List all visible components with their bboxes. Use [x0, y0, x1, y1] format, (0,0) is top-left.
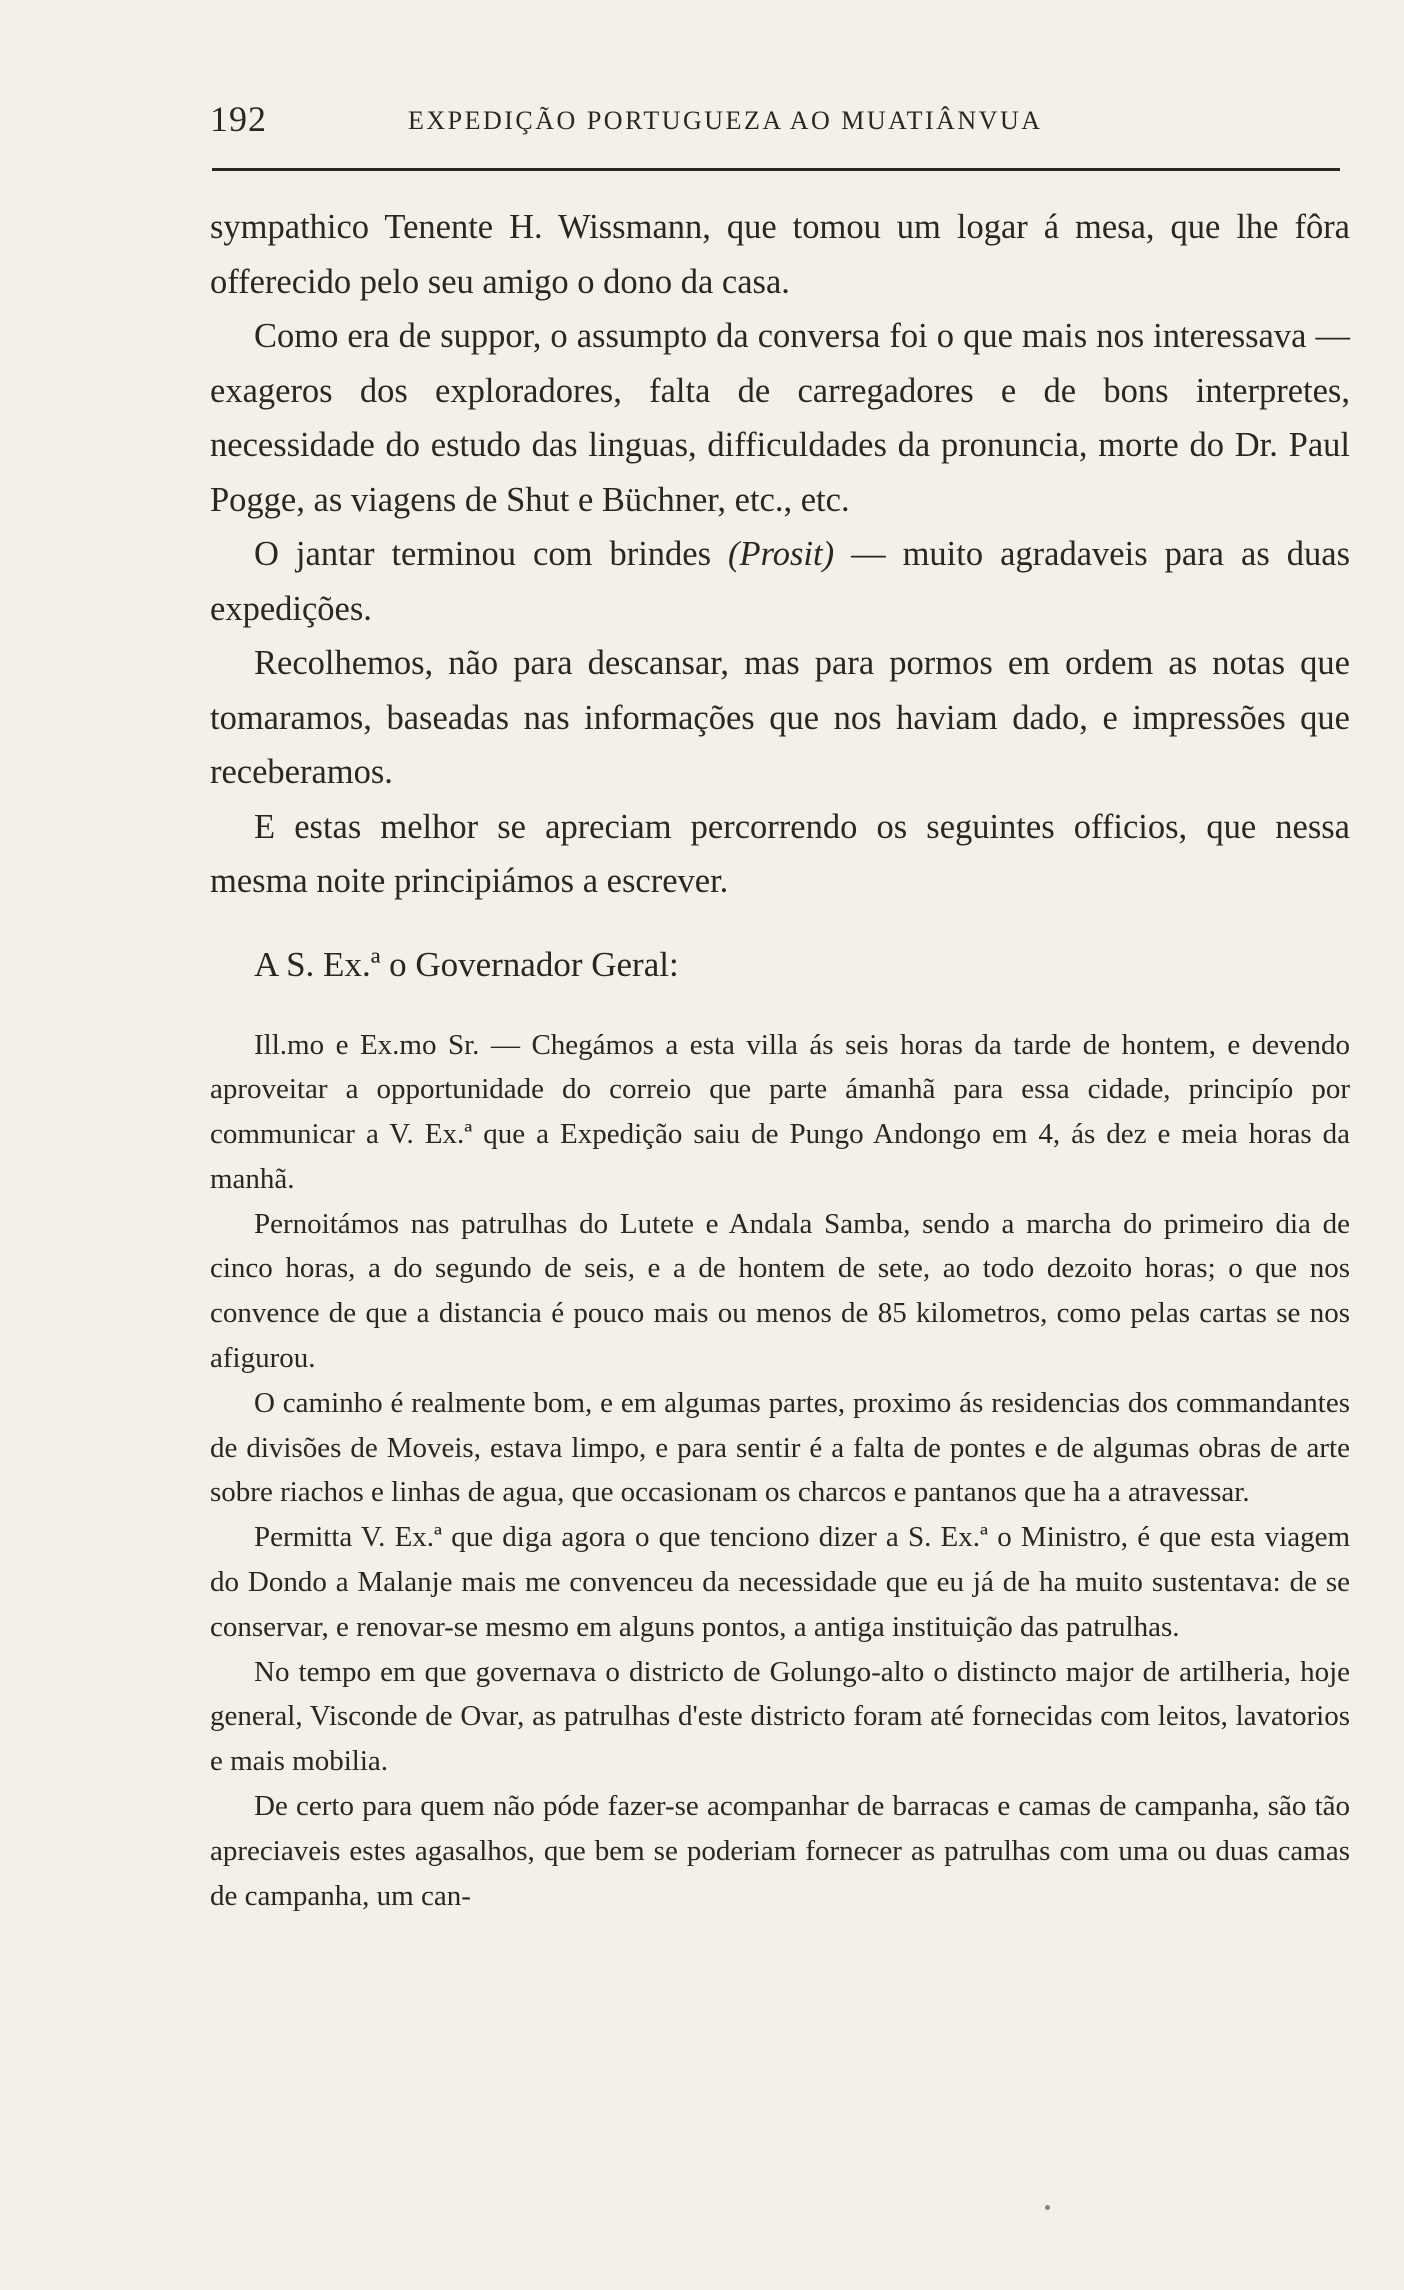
- page-header: [210, 98, 1340, 158]
- paragraph: Como era de suppor, o assumpto da conversa foi o que mais nos interessava — exageros dos exploradores, falta de carregadores e de bons interpretes, necessidade do estudo das linguas, difficuldades da pronuncia, morte do Dr. Paul Pogge, as viagens de Shut e Büchner, etc., etc.: [210, 317, 1350, 519]
- header-rule: [212, 168, 1340, 171]
- narrative: [210, 200, 1350, 909]
- letter-paragraph: Ill.mo e Ex.mo Sr. — Chegámos a esta villa ás seis horas da tarde de hontem, e devendo aproveitar a opportunidade do correio que parte ámanhã para essa cidade, principío por communicar a V. Ex.ª que a Expedição saiu de Pungo Andongo em 4, ás dez e meia horas da manhã.: [210, 1028, 1350, 1195]
- letter-paragraph: O caminho é realmente bom, e em algumas partes, proximo ás residencias dos commandantes de divisões de Moveis, estava limpo, e para sentir é a falta de pontes e de algumas obras de arte sobre riachos e linhas de agua, que occasionam os charcos e pantanos que ha a atravessar.: [210, 1386, 1350, 1509]
- paragraph: sympathico Tenente H. Wissmann, que tomou um logar á mesa, que lhe fôra offerecido pelo seu amigo o dono da casa.: [210, 208, 1350, 301]
- page-number: 192: [210, 99, 267, 139]
- letter-paragraph: No tempo em que governava o districto de Golungo-alto o distincto major de artilheria, hoje general, Visconde de Ovar, as patrulhas d'este districto foram até fornecidas com leitos, lavatorios e mais mobilia.: [210, 1655, 1350, 1778]
- body-text: [210, 200, 1350, 1918]
- print-speck: [1045, 2205, 1050, 2210]
- paragraph: O jantar terminou com brindes (Prosit) — muito agradaveis para as duas expedições.: [210, 535, 1350, 628]
- letter-paragraph: De certo para quem não póde fazer-se acompanhar de barracas e camas de campanha, são tão apreciaveis estes agasalhos, que bem se poderiam fornecer as patrulhas com uma ou duas camas de campanha, um can-: [210, 1790, 1350, 1912]
- paragraph: Recolhemos, não para descansar, mas para pormos em ordem as notas que tomaramos, baseadas nas informações que nos haviam dado, e impressões que receberamos.: [210, 644, 1350, 791]
- letter-body: [210, 1023, 1350, 1919]
- running-head: EXPEDIÇÃO PORTUGUEZA AO MUATIÂNVUA: [408, 106, 1043, 135]
- letter-address: A S. Ex.ª o Governador Geral:: [254, 944, 679, 984]
- letter-paragraph: Permitta V. Ex.ª que diga agora o que tenciono dizer a S. Ex.ª o Ministro, é que esta viagem do Dondo a Malanje mais me convenceu da necessidade que eu já de ha muito sustentava: de se conservar, e renovar-se mesmo em alguns pontos, a antiga instituição das patrulhas.: [210, 1521, 1350, 1643]
- letter-paragraph: Pernoitámos nas patrulhas do Lutete e Andala Samba, sendo a marcha do primeiro dia de cinco horas, a do segundo de seis, e a de hontem de sete, ao todo dezoito horas; o que nos convence de que a distancia é pouco mais ou menos de 85 kilometros, como pelas cartas se nos afigurou.: [210, 1207, 1350, 1375]
- prosit-italic: (Prosit): [728, 535, 835, 573]
- paragraph: E estas melhor se apreciam percorrendo os seguintes officios, que nessa mesma noite principiámos a escrever.: [210, 807, 1350, 900]
